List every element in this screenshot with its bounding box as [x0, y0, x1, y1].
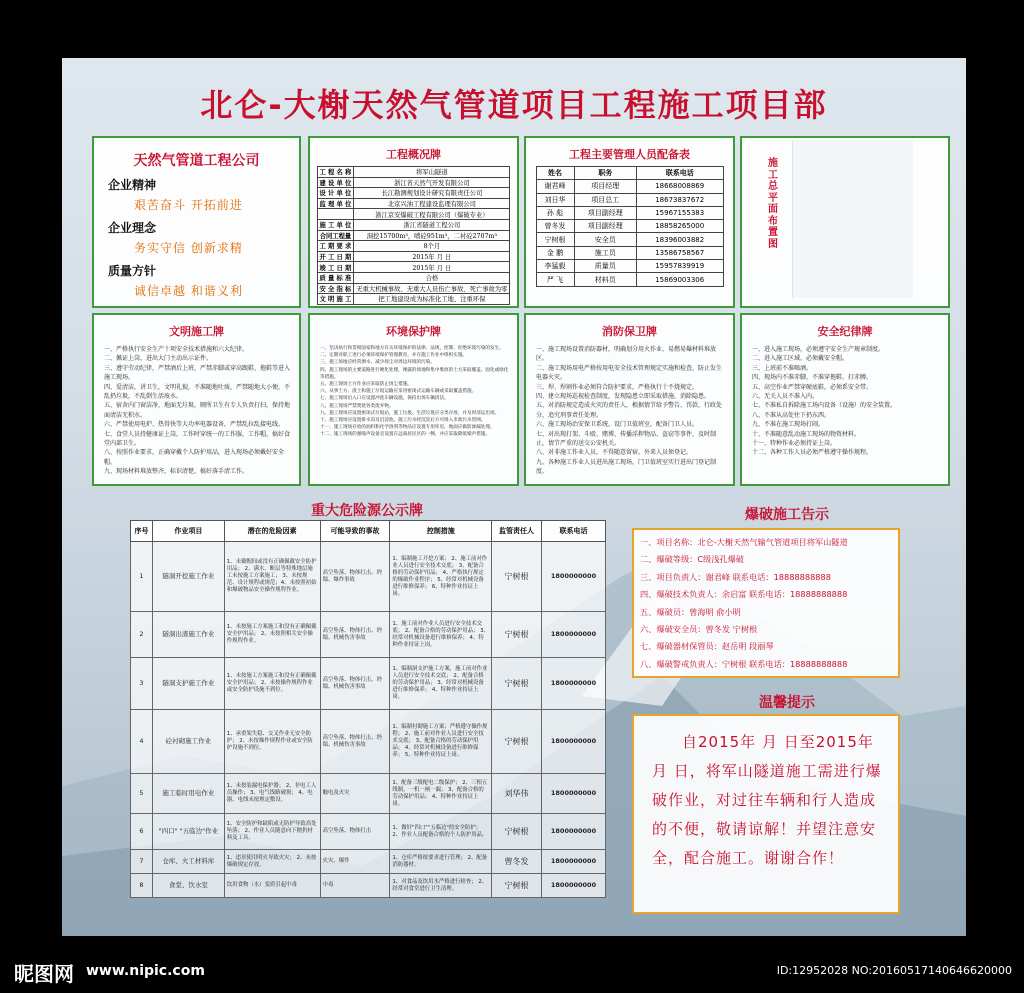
staff-cell: 安全员 [574, 233, 636, 246]
hazard-header: 监管责任人 [492, 521, 542, 542]
hazard-cell-item: 隧洞出渣施工作业 [152, 612, 224, 658]
blasting-line: 七、爆破器材保管员：赵岳明 段丽琴 [640, 641, 774, 652]
overview-key: 施 工 单 位 [317, 219, 354, 230]
fire-rule-item: 三、焊、焊割作业必须符合防护要求，严格执行十不烧规定。 [536, 383, 699, 391]
blasting-line: 二、爆破等级：C级浅孔爆破 [640, 554, 744, 565]
civilized-rule-item: 三、遵守劳动纪律，严禁酒后上班，严禁赤脚或穿高跟鞋、拖鞋等进入施工现场。 [104, 364, 291, 382]
hazard-cell-risk: 1、未按施工方案施工和没有正确佩戴安全护用品； 2、未按操作规程作业或安全防护设施不到位。 [224, 658, 320, 710]
footer-logo: 昵图网 [14, 962, 74, 986]
hazard-cell-accident: 高空坠落、物体打击 [320, 814, 390, 850]
safety-rule-item: 七、不准私自拆除施工场内设备（设施）的安全装置。 [752, 402, 897, 410]
environment-rule-item: 八、施工现场严禁焚烧各类废弃物。 [320, 403, 394, 409]
overview-value: 长江勘测规划设计研究有限责任公司 [354, 188, 510, 199]
staff-cell: 金 鹏 [536, 246, 574, 259]
safety-rule-item: 六、无关人员不准入内。 [752, 393, 819, 401]
hazard-cell-owner: 宁树根 [492, 658, 542, 710]
hazard-cell-phone: 1800000000 [541, 658, 605, 710]
hazard-cell-risk: 1、承重架失稳、交叉作业无安全防护； 2、未按操作规程作业或安全防护设施不到位。 [224, 710, 320, 774]
safety-rule-item: 四、现场内不准赤脚，不准穿拖鞋、打赤膊。 [752, 374, 873, 382]
blasting-line: 八、爆破警戒负责人：宁树根 联系电话：18888888888 [640, 658, 848, 669]
hazard-cell-control: 1、对食品及饮用水严格进行检查； 2、经常对食堂进行卫生清理。 [390, 874, 492, 898]
overview-value: 将军山隧道 [354, 167, 510, 178]
hazard-cell-risk: 1、违章使用明火导致火灾； 2、未按爆破规定存放。 [224, 850, 320, 874]
tip-title: 温馨提示 [759, 695, 815, 711]
overview-row [317, 209, 510, 220]
staff-cell: 质量员 [574, 260, 636, 273]
hazard-header: 潜在的危险因素 [224, 521, 320, 542]
hazard-cell-owner: 宁树根 [492, 612, 542, 658]
blasting-line: 一、项目名称：北仑-大榭天然气输气管道项目将军山隧道 [640, 537, 848, 547]
overview-value: 北京兴油工程建设监理有限公司 [354, 198, 510, 209]
notice-board [62, 58, 966, 936]
fire-rule-item: 二、施工现场用电严格按用电安全技术管理规定实施和检查，防止发生电器火灾。 [536, 364, 723, 382]
civilized-rule-item: 九、现场材料堆放整齐，标识清楚，搞好落手清工作。 [104, 468, 249, 476]
hazard-row [131, 612, 606, 658]
site-layout-panel [740, 136, 950, 308]
staff-table [536, 166, 724, 287]
civilized-rule-item: 一、严格执行安全生产十项安全技术措施和六大纪律。 [104, 346, 249, 353]
environment-rule-item: 七、施工现场出入口应设置冲洗车辆设施，保持出场车辆清洁。 [320, 396, 449, 402]
staff-cell: 李猛毅 [536, 260, 574, 273]
hazard-cell-accident: 触电及火灾 [320, 774, 390, 814]
hazard-cell-item: 食堂、饮水室 [152, 874, 224, 898]
overview-key: 工 期 要 求 [317, 241, 354, 252]
staff-cell: 18858265000 [636, 220, 723, 233]
overview-row [317, 272, 510, 283]
environment-panel [308, 313, 519, 486]
staff-cell: 材料员 [574, 273, 636, 286]
hazard-cell-accident: 高空坠落、物体打击、坍塌、机械伤害事故 [320, 612, 390, 658]
overview-table [317, 166, 511, 305]
staff-row [536, 273, 723, 286]
blasting-line: 六、爆破安全员：曾冬发 宁树根 [640, 624, 758, 635]
staff-header: 职务 [574, 167, 636, 180]
hazard-cell-owner: 刘华伟 [492, 774, 542, 814]
hazard-cell-no: 4 [131, 710, 153, 774]
hazard-cell-owner: 曾冬发 [492, 850, 542, 874]
hazard-cell-risk: 1、未按装漏电保护器； 2、非电工人员操作； 3、电气线路破损； 4、电器、电线未按规定敷设。 [224, 774, 320, 814]
site-layout-label: 施工总平面布置图 [768, 158, 778, 250]
overview-key: 设 计 单 位 [317, 188, 354, 199]
overview-row [317, 262, 510, 273]
hazard-title: 重大危险源公示牌 [311, 503, 423, 519]
overview-key: 合同工程量 [317, 230, 354, 241]
safety-rule-item: 十二、各种工作人员必须严格遵守操作规程。 [752, 449, 873, 457]
site-layout-image [792, 140, 913, 298]
fire-panel [524, 313, 735, 486]
hazard-row [131, 774, 606, 814]
staff-cell: 严 飞 [536, 273, 574, 286]
staff-cell: 18668008869 [636, 180, 723, 193]
hazard-cell-no: 7 [131, 850, 153, 874]
staff-row [536, 260, 723, 273]
overview-value: 8个月 [354, 241, 510, 252]
staff-cell: 孙 彪 [536, 206, 574, 219]
overview-value: 无重大机械事故、无重大人员伤亡事故、死亡事故为零 [354, 283, 510, 294]
hazard-cell-no: 5 [131, 774, 153, 814]
hazard-cell-control: 1、做好"四口""五临边"的安全防护； 2、作业人员配备合格的个人防护用品。 [390, 814, 492, 850]
staff-row [536, 246, 723, 259]
footer-url[interactable]: www.nipic.com [86, 963, 205, 979]
blasting-title: 爆破施工告示 [745, 507, 829, 523]
environment-rule-item: 六、从事土方、渣土和施工垃圾运输应采用密闭式运输车辆或采取覆盖措施。 [320, 389, 477, 395]
hazard-cell-no: 6 [131, 814, 153, 850]
staff-cell: 项目总工 [574, 193, 636, 206]
staff-cell: 15967155383 [636, 206, 723, 219]
hazard-cell-phone: 1800000000 [541, 874, 605, 898]
overview-value: 浙江京安爆破工程有限公司（爆破专业） [354, 209, 510, 220]
staff-cell: 项目经理 [574, 180, 636, 193]
staff-cell: 曾冬发 [536, 220, 574, 233]
tip-box [632, 714, 900, 914]
overview-row [317, 177, 510, 188]
safety-panel [740, 313, 950, 486]
hazard-cell-no: 2 [131, 612, 153, 658]
company-panel [92, 136, 301, 308]
hazard-cell-item: 施工临时用电作业 [152, 774, 224, 814]
environment-rule-item: 十一、施工现场存放的油料和化学溶剂等物品应设置专用库房，地面应做防渗漏处理。 [320, 425, 495, 431]
overview-value: 把工地建设成为标准化工地、注重环保 [354, 294, 510, 305]
civilized-panel [92, 313, 301, 486]
staff-header: 姓名 [536, 167, 574, 180]
environment-rule-item: 九、施工现场应设置密闭式垃圾站，施工垃圾、生活垃圾应分类存放，并及时清运出场。 [320, 410, 500, 416]
overview-key: 竣 工 日 期 [317, 262, 354, 273]
hazard-header: 序号 [131, 521, 153, 542]
staff-cell: 15869003306 [636, 273, 723, 286]
safety-rule-item: 五、高空作业严禁穿硬底鞋，必须系安全带。 [752, 383, 873, 391]
hazard-row [131, 874, 606, 898]
overview-key: 质 量 标 准 [317, 272, 354, 283]
hazard-cell-accident: 高空坠落、物体打击、坍塌、爆炸事故 [320, 542, 390, 612]
staff-panel [524, 136, 735, 308]
fire-rule-item: 八、对非施工作业人员，不得随意留宿，外来人员须登记。 [536, 449, 693, 457]
hazard-cell-phone: 1800000000 [541, 612, 605, 658]
page-title: 北仑-大榭天然气管道项目工程施工项目部 [200, 86, 828, 124]
environment-rule-item: 一、坚决执行和贯彻国家和地方有关环境保护的法律、法规，控制、杜绝环境污染的发生。 [320, 346, 504, 351]
hazard-cell-control: 1、编制施工开挖方案； 2、施工前对作业人员进行安全技术交底； 3、配备合格的劳动保护用品； 4、严格执行规定的爆破作业程序； 5、经常对机械设备进行维修保养； 6、特种作业持证上岗。 [390, 542, 492, 612]
blasting-line: 三、项目负责人：谢君峰 联系电话：18888888888 [640, 571, 831, 582]
staff-cell: 宁树根 [536, 233, 574, 246]
hazard-cell-item: "四口" "五临边"作业 [152, 814, 224, 850]
environment-rule-item: 十二、施工现场的强噪声设备宜设置在远离居民区的一侧，并应采取降低噪声措施。 [320, 432, 490, 438]
hazard-header: 作业项目 [152, 521, 224, 542]
fire-rule-item: 五、对消防规定造成火灾的责任人，根据情节给予警告、罚款、行政处分，追究刑事责任处理。 [536, 402, 723, 419]
overview-row [317, 219, 510, 230]
safety-title: 安全纪律牌 [817, 325, 873, 338]
quality-label: 质量方针 [108, 264, 157, 278]
hazard-cell-phone: 1800000000 [541, 710, 605, 774]
hazard-cell-control: 1、施工前对作业人员进行安全技术交底； 2、配备合格的劳动保护用品； 3、经常对机械设备进行维修保养； 4、特种作业持证上岗。 [390, 612, 492, 658]
environment-rule-item: 十、施工现场应设置排水沟及沉淀池，施工污水经沉淀后方可排入市政污水管网。 [320, 418, 486, 424]
staff-row [536, 180, 723, 193]
civilized-title: 文明施工牌 [169, 325, 224, 338]
environment-rule-item: 五、施工现场土方作业应采取防止扬尘措施。 [320, 382, 412, 388]
safety-rule-item: 二、进入施工区域，必须戴安全帽。 [752, 355, 849, 363]
footer-id: ID:12952028 NO:20160517140646620000 [776, 964, 1012, 977]
environment-rules [310, 339, 517, 439]
hazard-cell-control: 1、配备三级配电二级保护； 2、三相五线制，一机一闸一漏； 3、配备合格的劳动保护用品； 4、特种作业持证上岗。 [390, 774, 492, 814]
hazard-header: 联系电话 [541, 521, 605, 542]
staff-title: 工程主要管理人员配备表 [569, 148, 690, 161]
fire-rule-item: 六、施工现场治安保卫系统，设门卫值班室，配备门卫人员。 [536, 421, 699, 429]
hazard-cell-owner: 宁树根 [492, 542, 542, 612]
fire-rule-item: 四、建立现场巡视检查制度，发现隐患立即采取措施，消除隐患。 [536, 393, 711, 401]
overview-title: 工程概况牌 [386, 148, 441, 161]
staff-row [536, 233, 723, 246]
environment-title: 环境保护牌 [386, 325, 441, 338]
staff-row [536, 206, 723, 219]
safety-rule-item: 十、不准随意乱动施工现场的物资材料。 [752, 430, 861, 438]
fire-rule-item: 九、各种施工作业人员进出施工现场，门卫值班室实行进出门登记制度。 [536, 458, 717, 476]
staff-cell: 项目副经理 [574, 206, 636, 219]
overview-key: 文 明 施 工 [317, 294, 354, 305]
civilized-rule-item: 四、爱清洁，讲卫生，文明礼貌，不准随地吐痰，严禁随地大小便，不乱扔垃圾，不乱倒生活废水。 [104, 383, 291, 401]
hazard-cell-risk: 饮用食物（水）变质引起中毒 [224, 874, 320, 898]
safety-rule-item: 十一、特种作业必须持证上岗。 [752, 440, 837, 448]
overview-panel [308, 136, 519, 308]
company-name: 天然气管道工程公司 [133, 153, 260, 169]
overview-key: 建 设 单 位 [317, 177, 354, 188]
hazard-cell-phone: 1800000000 [541, 850, 605, 874]
overview-row [317, 167, 510, 178]
staff-row [536, 193, 723, 206]
hazard-cell-item: 隧洞支护施工作业 [152, 658, 224, 710]
hazard-cell-no: 1 [131, 542, 153, 612]
hazard-cell-risk: 1、未按施工方案施工和没有正确佩戴安全护用品； 2、未按照相关安全操作规程作业。 [224, 612, 320, 658]
blasting-line: 五、爆破员：曾海明 俞小明 [640, 606, 741, 617]
hazard-cell-owner: 宁树根 [492, 814, 542, 850]
civilized-rule-item: 五、宿舍内门窗洁净，地面无垃圾，厕所卫生有专人负责打扫，保持地面清洁无积水。 [104, 402, 291, 419]
spirit-label: 企业精神 [108, 178, 157, 192]
hazard-cell-phone: 1800000000 [541, 542, 605, 612]
staff-row [536, 220, 723, 233]
hazard-row [131, 814, 606, 850]
quality-value: 诚信卓越 和谐义利 [134, 284, 243, 298]
overview-value: 合格 [354, 272, 510, 283]
safety-rules [742, 339, 948, 458]
overview-value: 洞挖15700m³，喷砼951m³，二衬砼2707m³ [354, 230, 510, 241]
hazard-cell-control: 1、编制衬砌施工方案；严格遵守操作规程； 2、施工前对作业人员进行安全技术交底； 3、配备合格的劳动保护用品； 4、经常对机械设备进行维修保养； 5、特种作业持证上岗。 [390, 710, 492, 774]
idea-label: 企业理念 [108, 221, 157, 235]
overview-value: 浙江省天然气开发有限公司 [354, 177, 510, 188]
hazard-cell-accident: 中毒 [320, 874, 390, 898]
safety-rule-item: 一、进入施工现场，必须遵守安全生产规章制度。 [752, 346, 885, 353]
hazard-row [131, 710, 606, 774]
staff-cell: 施工员 [574, 246, 636, 259]
hazard-cell-accident: 高空坠落、物体打击、坍塌、机械伤害事故 [320, 658, 390, 710]
hazard-header: 可能导致的事故 [320, 521, 390, 542]
overview-value: 2015年 月 日 [354, 251, 510, 262]
hazard-cell-risk: 1、安全防护和缺陷或无防护导致高处坠落； 2、作业人员随意向下抛扔材料及工具。 [224, 814, 320, 850]
safety-rule-item: 八、不准从高处往下扔东西。 [752, 411, 831, 419]
hazard-cell-accident: 火灾、爆炸 [320, 850, 390, 874]
overview-value: 2015年 月 日 [354, 262, 510, 273]
hazard-cell-control: 1、仓库严格按要求进行管理； 2、配备消防器材。 [390, 850, 492, 874]
overview-key: 安 全 指 标 [317, 283, 354, 294]
environment-rule-item: 二、定期对职工进行必须环境保护管理教育，并在施工作业中组织实施。 [320, 353, 468, 359]
staff-cell: 13586758567 [636, 246, 723, 259]
hazard-cell-owner: 宁树根 [492, 710, 542, 774]
overview-key: 监 理 单 位 [317, 198, 354, 209]
civilized-rule-item: 二、佩证上岗，进出大门主动出示证件。 [104, 355, 213, 363]
staff-header: 联系电话 [636, 167, 723, 180]
safety-rule-item: 九、不准在施工现场打闹。 [752, 421, 825, 429]
idea-value: 务实守信 创新求精 [134, 241, 243, 255]
hazard-cell-phone: 1800000000 [541, 814, 605, 850]
blasting-line: 四、爆破技术负责人：余启富 联系电话：18888888888 [640, 589, 848, 600]
overview-key [317, 209, 354, 220]
blasting-notice [632, 528, 900, 678]
overview-row [317, 251, 510, 262]
fire-rules [526, 339, 733, 477]
civilized-rule-item: 七、食堂人员持健康证上岗，工作时穿统一的工作服，工作帽，搞好食堂内部卫生。 [104, 430, 291, 448]
hazard-cell-no: 8 [131, 874, 153, 898]
environment-rule-item: 三、施工场地应经常洒水，减少扬尘对周边环境的污染。 [320, 360, 435, 366]
overview-row [317, 198, 510, 209]
staff-cell: 项目副经理 [574, 220, 636, 233]
hazard-cell-accident: 高空坠落、物体打击、坍塌、机械伤害事故 [320, 710, 390, 774]
hazard-cell-risk: 1、未戴帽间或没有正确佩戴安全防护用品； 2、满水、断层等特殊地层施工未按施工方案施工； 3、未按规范、设计规程或规范；4、未按照初始和爆破物品安全操作规程作业。 [224, 542, 320, 612]
fire-rule-item: 一、施工现场设置消防器材，明确划分用火作业、易燃易爆材料堆放区。 [536, 346, 717, 363]
hazard-row [131, 542, 606, 612]
staff-cell: 15957839919 [636, 260, 723, 273]
overview-key: 工 程 名 称 [317, 167, 354, 178]
hazard-cell-control: 1、编制洞支护施工方案，施工前对作业人员进行安全技术交底； 2、配备合格的劳动保护用品； 3、经常对机械设备进行维修保养； 4、特种作业持证上岗。 [390, 658, 492, 710]
staff-cell: 谢君峰 [536, 180, 574, 193]
fire-title: 消防保卫牌 [602, 325, 657, 338]
staff-cell: 18396003882 [636, 233, 723, 246]
overview-key: 开 工 日 期 [317, 251, 354, 262]
overview-row [317, 188, 510, 199]
safety-rule-item: 三、上班前不准喝酒。 [752, 364, 813, 372]
civilized-rule-item: 八、按照作业要求，正确穿戴个人防护用品，进入现场必须戴好安全帽。 [104, 449, 285, 466]
hazard-table [130, 520, 606, 898]
spirit-value: 艰苦奋斗 开拓前进 [134, 198, 243, 212]
civilized-rules [94, 339, 299, 477]
tip-text: 自2015年 月 日至2015年 月 日，将军山隧道施工需进行爆破作业，对过往车辆和行人造成的不便，敬请谅解！并望注意安全，配合施工。谢谢合作！ [652, 733, 882, 867]
overview-row [317, 241, 510, 252]
hazard-cell-item: 隧洞开挖施工作业 [152, 542, 224, 612]
hazard-cell-owner: 宁树根 [492, 874, 542, 898]
hazard-cell-no: 3 [131, 658, 153, 710]
hazard-cell-item: 仓库、火工材料库 [152, 850, 224, 874]
environment-rule-item: 四、施工现场的主要道路进行硬化处理，裸露的场地和集中堆放的土方采取覆盖、固化或绿化等措施。 [320, 367, 509, 380]
hazard-row [131, 658, 606, 710]
fire-rule-item: 七、对出现打架、斗殴、赌博、传播淫秽物品、盗窃等事件，及时制止，情节严重的送交公安机关。 [536, 430, 717, 448]
civilized-rule-item: 六、严禁使用电炉、热得快等大功率电器设备，严禁乱拉乱接电线。 [104, 421, 285, 429]
overview-row [317, 294, 510, 305]
hazard-row [131, 850, 606, 874]
hazard-cell-phone: 1800000000 [541, 774, 605, 814]
overview-row [317, 230, 510, 241]
staff-cell: 刘日华 [536, 193, 574, 206]
hazard-header: 控制措施 [390, 521, 492, 542]
overview-row [317, 283, 510, 294]
overview-value: 浙江省隧道工程公司 [354, 219, 510, 230]
hazard-cell-item: 砼衬砌施工作业 [152, 710, 224, 774]
staff-cell: 18673837672 [636, 193, 723, 206]
